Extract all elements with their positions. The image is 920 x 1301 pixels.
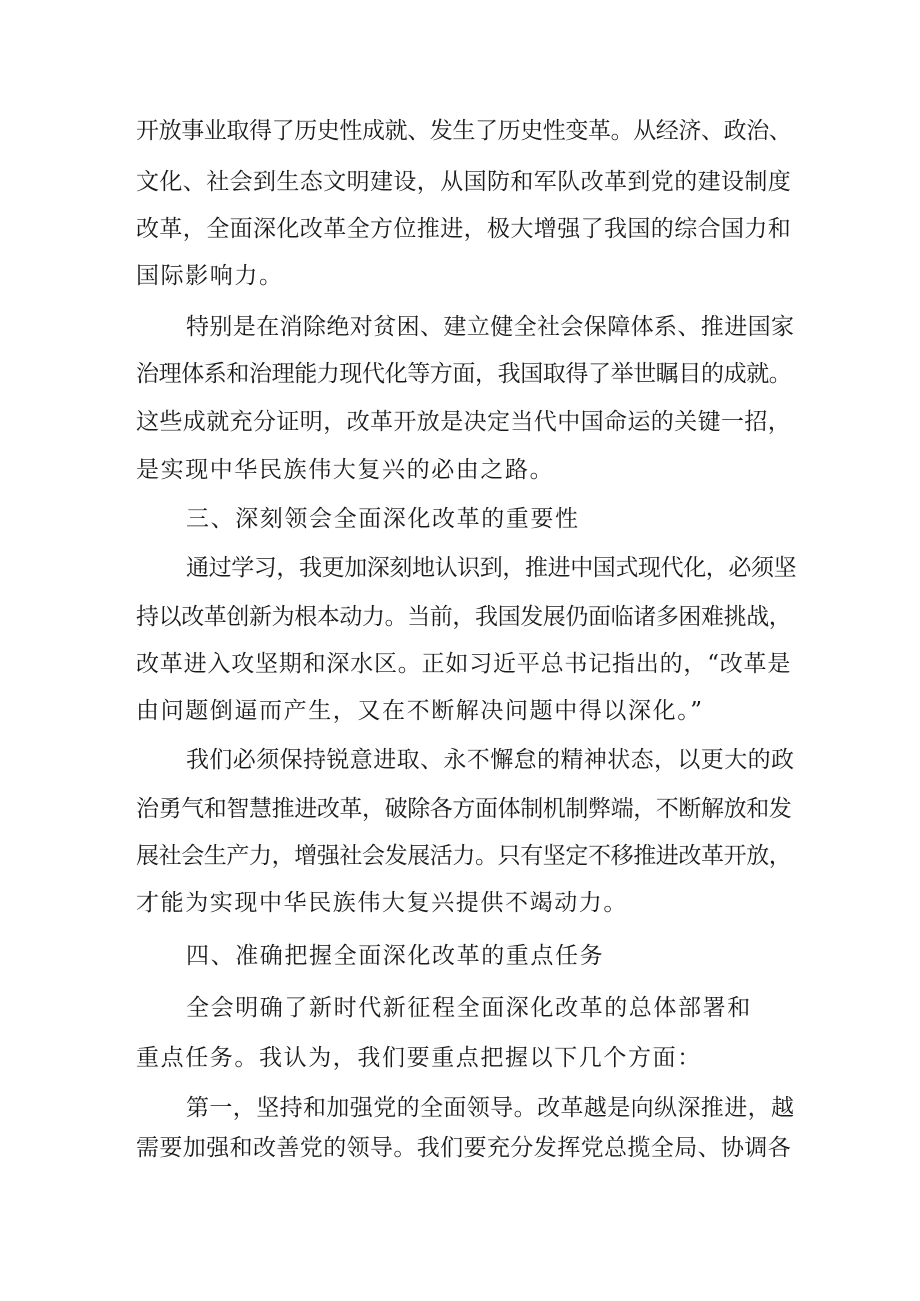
text-line: 文化、社会到生态文明建设，从国防和军队改革到党的建设制度 [136,169,792,195]
text-line: 开放事业取得了历史性成就、发生了历史性变革。从经济、政治、 [136,118,792,144]
text-line: 治理体系和治理能力现代化等方面，我国取得了举世瞩目的成就。 [136,361,792,387]
text-line: 需要加强和改善党的领导。我们要充分发挥党总揽全局、协调各 [136,1135,792,1161]
text-line: 重点任务。我认为，我们要重点把握以下几个方面： [136,1045,702,1071]
text-line: 由问题倒逼而产生，又在不断解决问题中得以深化。” [136,698,704,724]
text-line: 国际影响力。 [136,263,284,289]
text-line: 通过学习，我更加深刻地认识到，推进中国式现代化，必须坚 [186,555,797,581]
text-line: 全会明确了新时代新征程全面深化改革的总体部署和 [186,995,752,1021]
text-line: 特别是在消除绝对贫困、建立健全社会保障体系、推进国家 [186,314,795,340]
text-line: 是实现中华民族伟大复兴的必由之路。 [136,457,555,483]
text-line: 第一，坚持和加强党的全面领导。改革越是向纵深推进，越 [186,1095,795,1121]
text-line: 才能为实现中华民族伟大复兴提供不竭动力。 [136,890,628,916]
text-line: 我们必须保持锐意进取、永不懈怠的精神状态，以更大的政 [186,747,795,773]
text-line: 改革进入攻坚期和深水区。正如习近平总书记指出的，“改革是 [136,651,792,677]
text-line: 治勇气和智慧推进改革，破除各方面体制机制弊端，不断解放和发 [136,796,792,822]
text-line: 持以改革创新为根本动力。当前，我国发展仍面临诸多困难挑战， [136,604,792,630]
section-heading: 四、准确把握全面深化改革的重点任务 [186,943,605,969]
section-heading: 三、深刻领会全面深化改革的重要性 [186,506,580,532]
text-line: 展社会生产力，增强社会发展活力。只有坚定不移推进改革开放， [136,843,792,869]
text-line: 改革，全面深化改革全方位推进，极大增强了我国的综合国力和 [136,216,792,242]
text-line: 这些成就充分证明，改革开放是决定当代中国命运的关键一招， [136,409,792,435]
